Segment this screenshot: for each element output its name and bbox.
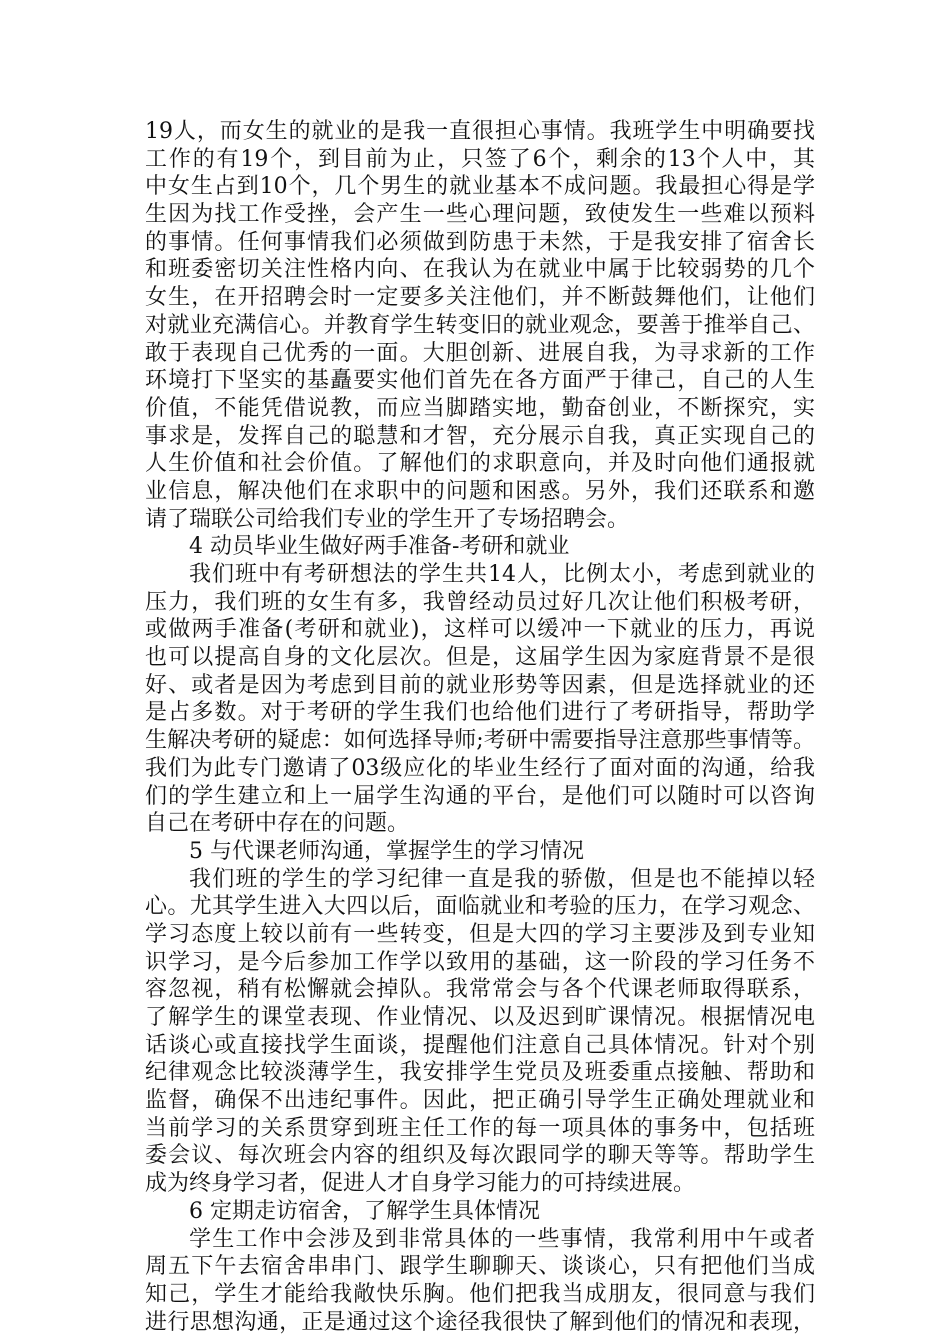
text-line: 好、或者是因为考虑到目前的就业形势等因素，但是选择就业的还 (145, 672, 815, 698)
text-line: 知己，学生才能给我敞快乐胸。他们把我当成朋友，很同意与我们 (145, 1281, 815, 1307)
text-line: 和班委密切关注性格内向、在我认为在就业中属于比较弱势的几个 (145, 257, 815, 283)
text-line: 容忽视，稍有松懈就会掉队。我常常会与各个代课老师取得联系， (145, 977, 815, 1003)
text-line: 压力，我们班的女生有多，我曾经动员过好几次让他们积极考研， (145, 589, 815, 615)
text-line: 进行思想沟通，正是通过这个途径我很快了解到他们的情况和表现， (145, 1309, 815, 1335)
document-page (145, 118, 815, 1336)
text-line: 们的学生建立和上一届学生沟通的平台，是他们可以随时可以咨询 (145, 783, 815, 809)
text-line: 或做两手准备(考研和就业)，这样可以缓冲一下就业的压力，再说 (145, 617, 815, 643)
text-line: 的事情。任何事情我们必须做到防患于未然，于是我安排了宿舍长 (145, 229, 815, 255)
text-line: 话谈心或直接找学生面谈，提醒他们注意自己具体情况。针对个别 (145, 1032, 815, 1058)
text-line: 了解学生的课堂表现、作业情况、以及迟到旷课情况。根据情况电 (145, 1005, 815, 1030)
text-line: 我们为此专门邀请了03级应化的毕业生经行了面对面的沟通，给我 (145, 755, 815, 781)
text-line: 识学习，是今后参加工作学以致用的基础，这一阶段的学习任务不 (145, 949, 815, 975)
paragraph (145, 118, 815, 533)
text-line: 周五下午去宿舍串串门、跟学生聊聊天、谈谈心，只有把他们当成 (145, 1254, 815, 1280)
text-line: 19人，而女生的就业的是我一直很担心事情。我班学生中明确要找 (145, 119, 815, 144)
text-line: 监督，确保不出违纪事件。因此，把正确引导学生正确处理就业和 (145, 1088, 815, 1114)
text-line: 女生，在开招聘会时一定要多关注他们，并不断鼓舞他们，让他们 (145, 285, 815, 311)
section-heading: 4 动员毕业生做好两手准备-考研和就业 (189, 534, 570, 560)
paragraph (145, 561, 815, 838)
text-line: 也可以提高自身的文化层次。但是，这届学生因为家庭背景不是很 (145, 645, 815, 671)
text-line: 生解决考研的疑虑：如何选择导师;考研中需要指导注意那些事情等。 (145, 728, 815, 754)
text-line: 委会议、每次班会内容的组织及每次跟同学的聊天等等。帮助学生 (145, 1143, 815, 1169)
text-line: 敢于表现自己优秀的一面。大胆创新、进展自我，为寻求新的工作 (145, 340, 815, 366)
text-line: 环境打下坚实的基矗要实他们首先在各方面严于律己，自己的人生 (145, 368, 815, 394)
text-line: 人生价值和社会价值。了解他们的求职意向，并及时向他们通报就 (145, 451, 815, 477)
text-line: 我们班的学生的学习纪律一直是我的骄傲，但是也不能掉以轻 (189, 866, 815, 892)
text-line: 自己在考研中存在的问题。 (145, 811, 410, 837)
text-line: 当前学习的关系贯穿到班主任工作的每一项具体的事务中，包括班 (145, 1115, 815, 1141)
paragraph (145, 1226, 815, 1337)
paragraph (145, 866, 815, 1198)
text-line: 价值，不能凭借说教，而应当脚踏实地，勤奋创业，不断探究，实 (145, 395, 815, 421)
text-line: 成为终身学习者，促进人才自身学习能力的可持续进展。 (145, 1171, 696, 1197)
text-line: 中女生占到10个，几个男生的就业基本不成问题。我最担心得是学 (145, 174, 815, 200)
section-heading: 6 定期走访宿舍，了解学生具体情况 (189, 1198, 540, 1224)
text-line: 生因为找工作受挫，会产生一些心理问题，致使发生一些难以预料 (145, 202, 815, 228)
text-line: 学生工作中会涉及到非常具体的一些事情，我常利用中午或者 (189, 1226, 815, 1252)
text-line: 请了瑞联公司给我们专业的学生开了专场招聘会。 (145, 506, 630, 532)
text-line: 是占多数。对于考研的学生我们也给他们进行了考研指导，帮助学 (145, 700, 815, 726)
text-line: 工作的有19个，到目前为止，只签了6个，剩余的13个人中，其 (145, 146, 815, 172)
text-line: 对就业充满信心。并教育学生转变旧的就业观念，要善于推举自己、 (145, 312, 815, 338)
text-line: 学习态度上较以前有一些转变，但是大四的学习主要涉及到专业知 (145, 921, 815, 947)
text-line: 业信息，解决他们在求职中的问题和困惑。另外，我们还联系和邀 (145, 478, 815, 504)
text-line: 纪律观念比较淡薄学生，我安排学生党员及班委重点接触、帮助和 (145, 1060, 815, 1086)
text-line: 事求是，发挥自己的聪慧和才智，充分展示自我，真正实现自己的 (145, 423, 815, 449)
text-line: 我们班中有考研想法的学生共14人，比例太小，考虑到就业的 (189, 562, 815, 587)
section-heading: 5 与代课老师沟通，掌握学生的学习情况 (189, 838, 584, 864)
text-line: 心。尤其学生进入大四以后，面临就业和考验的压力，在学习观念、 (145, 894, 815, 920)
